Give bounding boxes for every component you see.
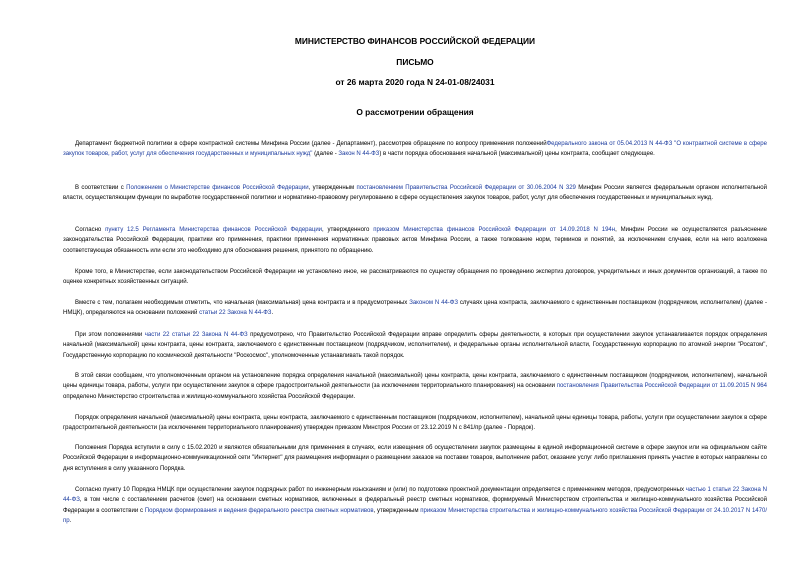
paragraph-text: Положения Порядка вступили в силу с 15.02.2020 и являются обязательными для применения в случаях, если извещения об осуществлении закупок размещены в единой информационной системе в сфере закупок или на официальном сайте Российской Федерации в информационно-коммуникационной сети "Интернет" для размещения информации о размещении заказов на поставки товаров, выполнение работ, оказание услуг либо приглашения принять участие в которых направлены со дня вступления в силу указанного Порядка. (63, 445, 767, 472)
paragraph-text: В соответствии с (75, 185, 127, 191)
paragraph-2 (63, 183, 767, 204)
paragraph-text: Порядок определения начальной (максимальной) цены контракта, цены контракта, заключаемого с единственным поставщиком (подрядчиком, исполнителем), начальной цены единицы товара, работы, услуги при осуществлении закупок в сфере градостроительной деятельности (за исключением территориального планирования) утвержден приказом Минстроя России от 23.12.2019 N с 841/пр (далее - Порядок). (63, 415, 767, 432)
document-date-number: от 26 марта 2020 года N 24-01-08/24031 (335, 77, 495, 87)
paragraph-text: Согласно (75, 227, 106, 233)
legal-reference-link[interactable]: Закон N 44-ФЗ (338, 151, 380, 158)
paragraph-5 (63, 298, 767, 319)
paragraph-text: Вместе с тем, полагаем необходимым отметить, что начальная (максимальная) цена контракта и в предусмотренных (75, 300, 410, 306)
document-subject: О рассмотрении обращения (356, 107, 474, 117)
paragraph-text: Департамент бюджетной политики в сфере контрактной системы Минфина России (далее - Департамент), рассмотрев обращение по вопросу применения положений (75, 141, 547, 147)
paragraph-text: При этом положениями (75, 332, 145, 338)
ministry-heading: МИНИСТЕРСТВО ФИНАНСОВ РОССИЙСКОЙ ФЕДЕРАЦИИ (294, 36, 536, 46)
paragraph-text: , утвержденным (308, 185, 357, 191)
paragraph-text: . (271, 310, 274, 317)
paragraph-text: ) в части порядка обоснования начальной (максимальной) цены контракта, сообщает следующее. (379, 151, 655, 158)
paragraph-text: , Минфин России не осуществляется разъяснение законодательства Российской Федерации, практики его применения, практики применения нормативных правовых актов Минфина России, а также толкование норм, терминов и понятий, за исключением случаев, если на него возложена соответствующая обязанность или если это необходимо для обоснования решения, принятого по обращению. (63, 227, 767, 254)
paragraph-8 (63, 413, 767, 434)
legal-reference-link[interactable]: приказом Министерства финансов Российской Федерации от 14.09.2018 N 194н (373, 227, 616, 233)
paragraph-9 (63, 443, 767, 474)
paragraph-text: , в том числе с составлением расчетов (смет) на основании сметных нормативов, включенных в федеральный реестр сметных нормативов, формируемый Министерством строительства и жилищно-коммунального хозяйства Российской Федерации в соответствии с (63, 497, 767, 514)
paragraph-text: , утвержденным (373, 507, 421, 514)
legal-reference-link[interactable]: Законом N 44-ФЗ (409, 300, 458, 306)
legal-reference-link[interactable]: статьи 22 Закона N 44-ФЗ (199, 310, 272, 317)
legal-reference-link[interactable]: постановления Правительства Российской Федерации от 11.09.2015 N 964 (556, 383, 767, 390)
paragraph-10 (63, 485, 767, 527)
document-type: ПИСЬМО (396, 57, 434, 67)
paragraph-text: Кроме того, в Министерстве, если законодательством Российской Федерации не установлено иное, не рассматриваются по существу обращения по проведению экспертиз договоров, учредительных и иных документов организаций, а также по оценке конкретных хозяйственных ситуаций. (63, 269, 767, 286)
legal-reference-link[interactable]: части 22 статьи 22 Закона N 44-ФЗ (144, 332, 248, 338)
legal-reference-link[interactable]: Положением о Министерстве финансов Российской Федерации (126, 185, 309, 191)
paragraph-text: (далее - (312, 151, 339, 158)
paragraph-text: случаях цена контракта, заключаемого с единственным поставщиком (подрядчиком, исполнителем) (далее - НМЦК), определяются на основании положений (63, 300, 767, 317)
legal-reference-link[interactable]: пункту 12.5 Регламента Министерства финансов Российской Федерации (105, 227, 323, 233)
legal-reference-link[interactable]: частью 1 статьи 22 Закона N 44-ФЗ (63, 487, 767, 504)
legal-reference-link[interactable]: Порядком формирования и ведения федерального реестра сметных нормативов (144, 507, 374, 514)
paragraph-text: определено Министерство строительства и жилищно-коммунального хозяйства Российской Федерации. (63, 393, 356, 400)
paragraph-text: предусмотрено, что Правительство Российской Федерации вправе определить сферы деятельности, в которых при осуществлении закупок устанавливается порядок определения начальной (максимальной) цены контракта, цены контракта, заключаемого с единственным поставщиком (подрядчиком, исполнителем), и федеральные органы исполнительной власти, Государственную корпорацию по атомной энергии "Росатом", Государственную корпорацию по космической деятельности "Роскосмос", уполномоченные устанавливать такой порядок. (63, 332, 767, 359)
paragraph-7 (63, 371, 767, 402)
paragraph-text: , утвержденного (322, 227, 374, 233)
paragraph-1 (63, 139, 767, 160)
paragraph-text: Согласно пункту 10 Порядка НМЦК при осуществлении закупок подрядных работ по инженерным изысканиям и (или) по подготовке проектной документации определяется с применением методов, предусмотренных (75, 487, 686, 493)
legal-reference-link[interactable]: Федерального закона от 05.04.2013 N 44-ФЗ "О контрактной системе в сфере закупок товаров, работ, услуг для обеспечения государственных и муниципальных нужд" (63, 141, 767, 158)
paragraph-3 (63, 225, 767, 256)
legal-reference-link[interactable]: приказом Министерства строительства и жилищно-коммунального хозяйства Российской Федерации от 24.10.2017 N 1470/пр (63, 507, 767, 525)
paragraph-4 (63, 267, 767, 288)
paragraph-6 (63, 330, 767, 361)
legal-reference-link[interactable]: постановлением Правительства Российской Федерации от 30.06.2004 N 329 (356, 185, 576, 191)
paragraph-text: В этой связи сообщаем, что уполномоченным органом на установление порядка определения начальной (максимальной) цены контракта, цены контракта, заключаемого с единственным поставщиком (подрядчиком, исполнителем), начальной цены единицы товара, работы, услуги при осуществлении закупок в сфере градостроительной деятельности (за исключением территориального планирования) на основании (63, 373, 767, 390)
paragraph-text: . (69, 518, 72, 525)
paragraph-text: Минфин России является федеральным органом исполнительной власти, осуществляющим функции по выработке государственной политики и нормативно-правовому регулированию в сфере осуществления закупок товаров, работ, услуг для обеспечения государственных и муниципальных нужд. (63, 185, 767, 202)
